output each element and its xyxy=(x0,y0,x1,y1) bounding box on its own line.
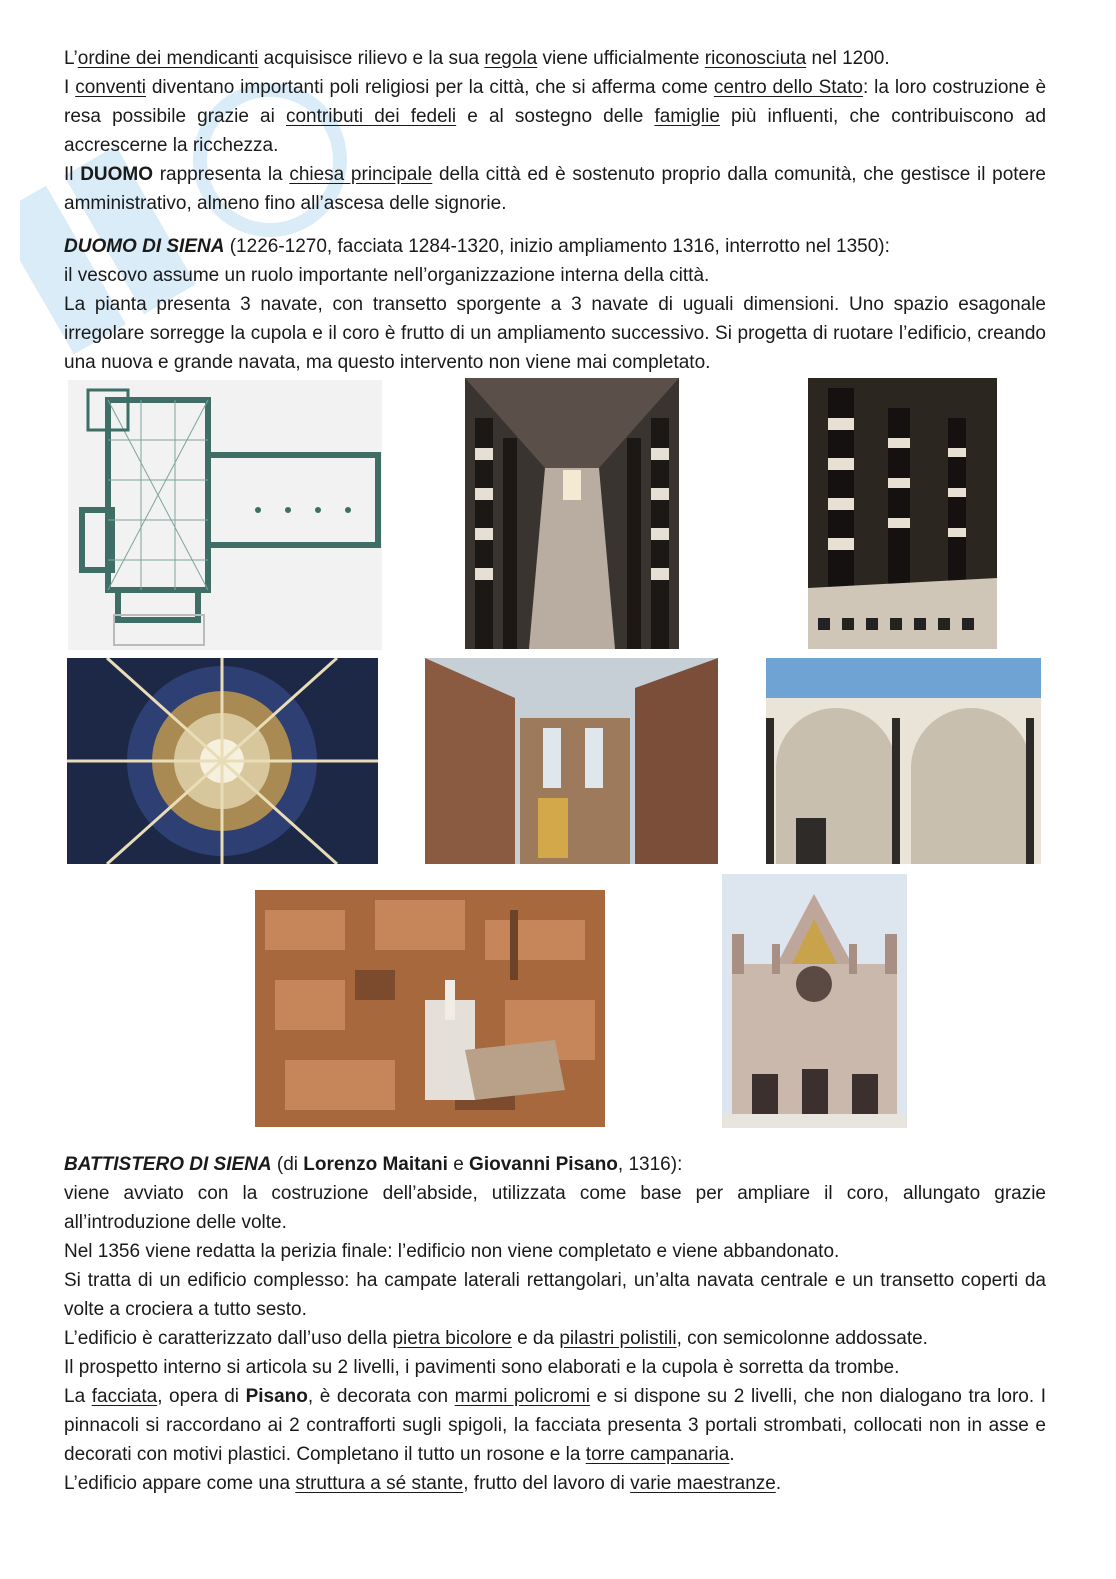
floor-plan-image xyxy=(68,380,382,650)
dome-ceiling-photo xyxy=(67,658,378,864)
facciatone-ruins-photo xyxy=(425,658,718,864)
paragraph-conventi: I conventi diventano importanti poli religiosi per la città, che si afferma come centro dello Stato: la loro costruzione è resa possibile grazie ai contributi dei fedeli e al sostegno delle famiglie più influenti, che contribuiscono ad accrescerne la ricchezza. xyxy=(64,77,1047,156)
arches-photo xyxy=(766,658,1041,864)
aisle-interior-photo xyxy=(808,378,997,649)
paragraph-duomo: Il DUOMO rappresenta la chiesa principale della città ed è sostenuto proprio dalla comunità, che gestisce il potere amministrativo, almeno fino all’ascesa delle signorie. xyxy=(64,164,1046,214)
duomo-facade-photo xyxy=(722,874,907,1128)
duomo-heading: DUOMO DI SIENA (1226-1270, facciata 1284-1320, inizio ampliamento 1316, interrotto nel 1350): xyxy=(64,236,890,257)
duomo-line2: La pianta presenta 3 navate, con transetto sporgente a 3 navate di uguali dimensioni. Uno spazio esagonale irregolare sorregge la cupola e il coro è frutto di un ampliamento successivo. Si progetta di ruotare l’edificio, creando una nuova e grande navata, ma questo intervento non viene mai completato. xyxy=(64,294,1046,373)
battistero-heading: BATTISTERO DI SIENA (di Lorenzo Maitani e Giovanni Pisano, 1316): xyxy=(64,1154,683,1175)
paragraph-mendicanti: L’ordine dei mendicanti acquisisce rilievo e la sua regola viene ufficialmente riconosciuta nel 1200. xyxy=(64,48,890,69)
battistero-line7: L’edificio appare come una struttura a sé stante, frutto del lavoro di varie maestranze. xyxy=(64,1473,782,1494)
battistero-section xyxy=(64,1150,1046,1498)
siena-aerial-photo xyxy=(255,890,605,1127)
duomo-line1: il vescovo assume un ruolo importante nell’organizzazione interna della città. xyxy=(64,265,710,286)
battistero-line4: L’edificio è caratterizzato dall’uso della pietra bicolore e da pilastri polistili, con semicolonne addossate. xyxy=(64,1328,928,1349)
battistero-line2: Nel 1356 viene redatta la perizia finale: l’edificio non viene completato e viene abbandonato. xyxy=(64,1241,840,1262)
battistero-line3: Si tratta di un edificio complesso: ha campate laterali rettangolari, un’alta navata centrale e un transetto coperti da volte a crociera a tutto sesto. xyxy=(64,1270,1046,1320)
battistero-line6: La facciata, opera di Pisano, è decorata con marmi policromi e si dispone su 2 livelli, che non dialogano tra loro. I pinnacoli si raccordano ai 2 contrafforti sugli spigoli, la facciata presenta 3 portali strombati, collocati non in asse e decorati con motivi plastici. Completano il tutto un rosone e la torre campanaria. xyxy=(64,1386,1047,1465)
battistero-line1: viene avviato con la costruzione dell’abside, utilizzata come base per ampliare il coro, allungato grazie all’introduzione delle volte. xyxy=(64,1183,1046,1233)
nave-interior-photo xyxy=(465,378,679,649)
intro-section xyxy=(64,44,1046,377)
battistero-line5: Il prospetto interno si articola su 2 livelli, i pavimenti sono elaborati e la cupola è sorretta da trombe. xyxy=(64,1357,900,1378)
